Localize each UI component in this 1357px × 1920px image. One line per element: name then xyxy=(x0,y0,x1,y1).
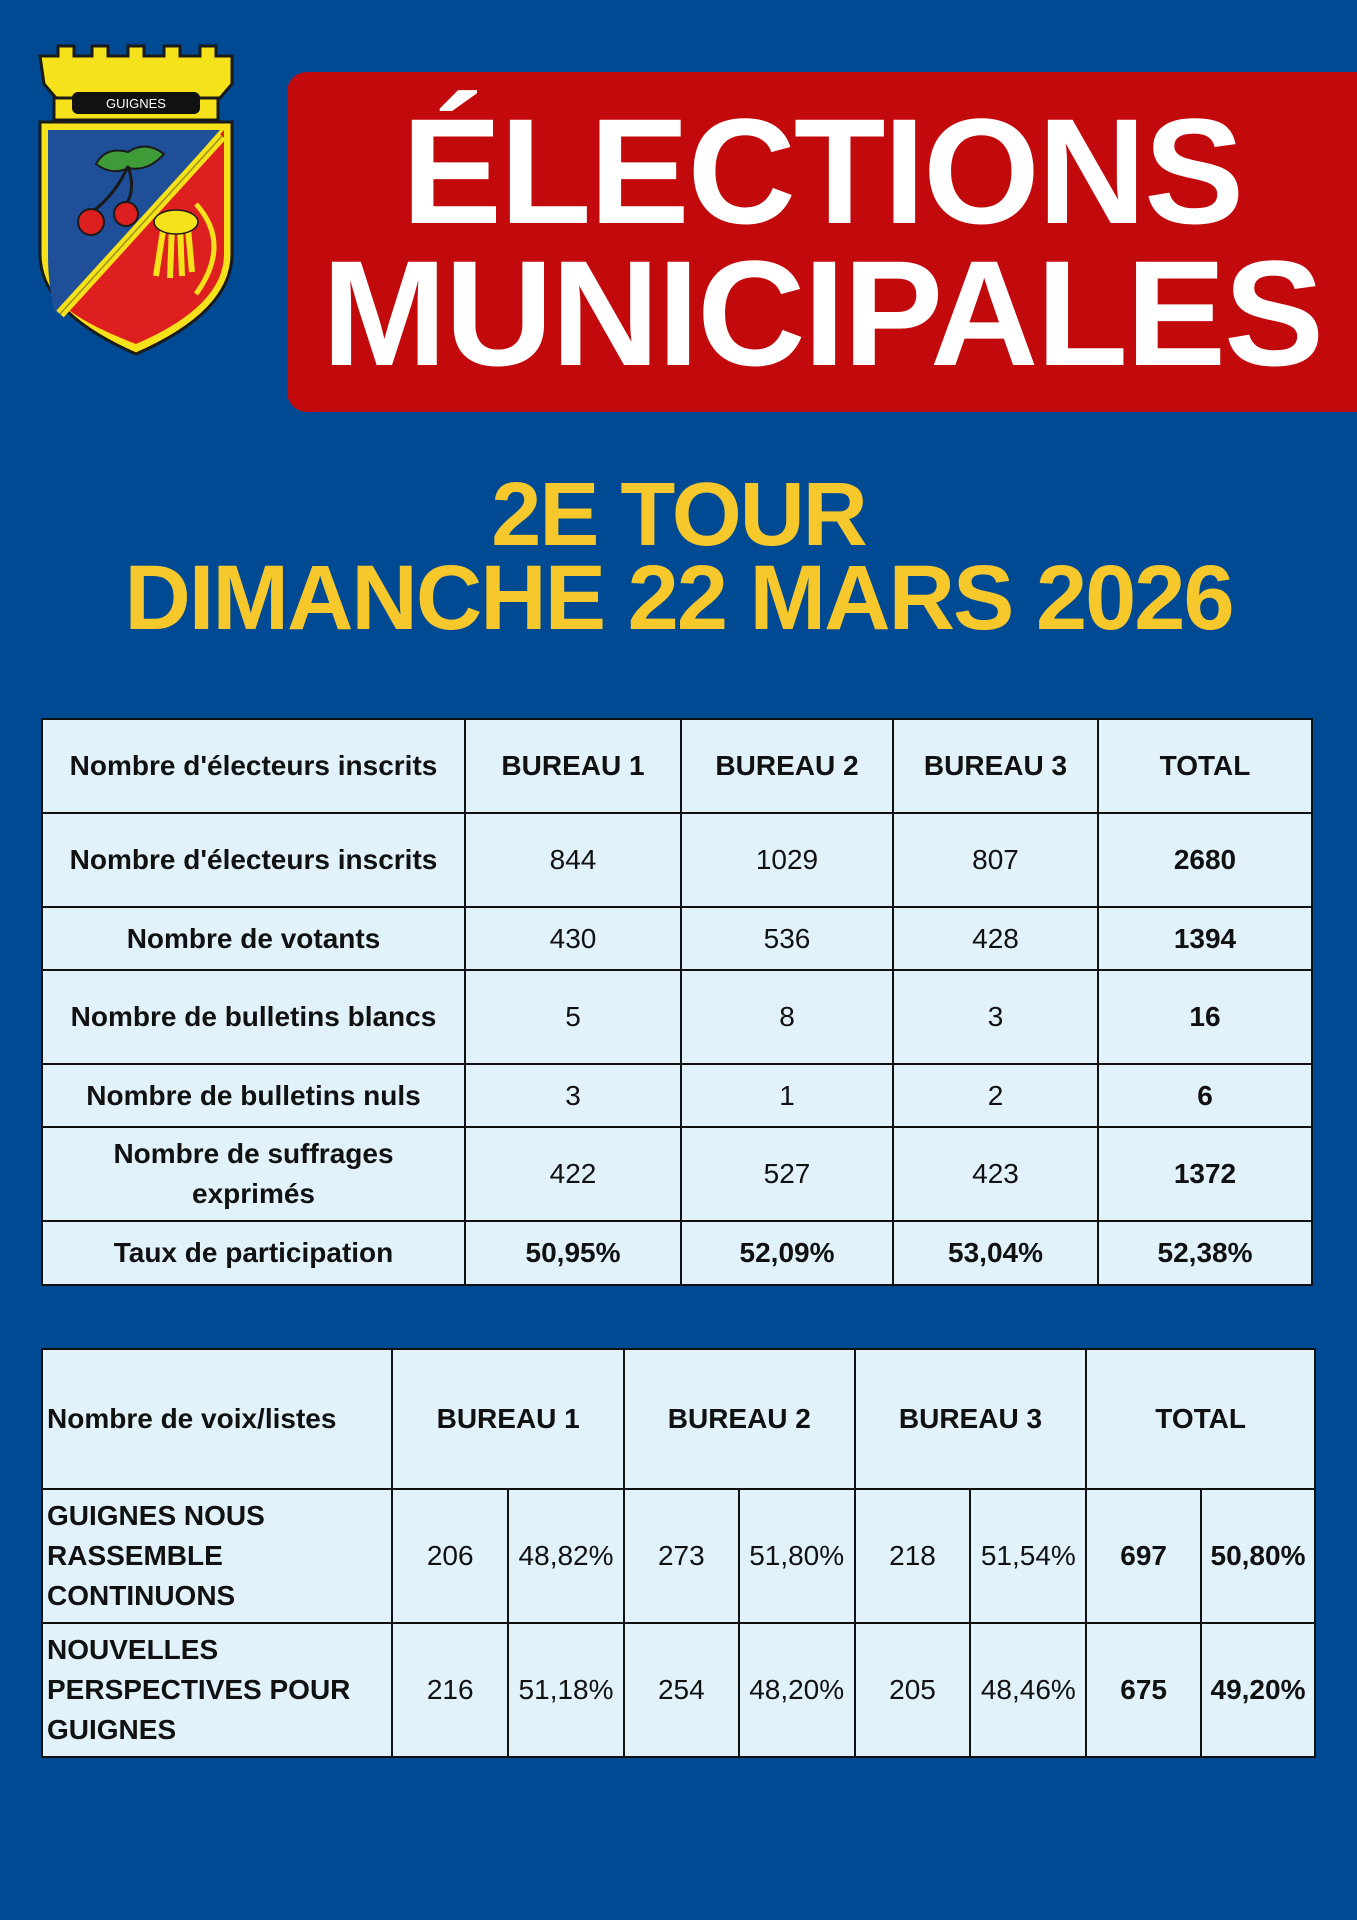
table-row xyxy=(42,1127,1312,1221)
value-cell: 423 xyxy=(893,1127,1098,1221)
value-cell: 53,04% xyxy=(893,1221,1098,1285)
value-cell: 536 xyxy=(681,907,893,970)
title-line-1: ÉLECTIONS xyxy=(401,87,1243,255)
table-header-row xyxy=(42,1349,1315,1489)
value-cell: 422 xyxy=(465,1127,681,1221)
votes-count-cell: 206 xyxy=(392,1489,508,1623)
total-cell: 1372 xyxy=(1098,1127,1312,1221)
value-cell: 1029 xyxy=(681,813,893,907)
header-cell-bureau-2: BUREAU 2 xyxy=(681,719,893,813)
table-header-row xyxy=(42,719,1312,813)
row-label: Taux de participation xyxy=(42,1221,465,1285)
round-subtitle: 2E TOUR xyxy=(491,465,866,565)
votes-count-cell: 254 xyxy=(624,1623,739,1757)
total-votes-cell: 697 xyxy=(1086,1489,1201,1623)
total-cell: 1394 xyxy=(1098,907,1312,970)
value-cell: 1 xyxy=(681,1064,893,1127)
row-label: Nombre de bulletins blancs xyxy=(42,970,465,1064)
total-percent-cell: 49,20% xyxy=(1201,1623,1315,1757)
table-row xyxy=(42,1623,1315,1757)
total-cell: 52,38% xyxy=(1098,1221,1312,1285)
list-name: NOUVELLES PERSPECTIVES POUR GUIGNES xyxy=(42,1623,392,1757)
table-row xyxy=(42,970,1312,1064)
total-percent-cell: 50,80% xyxy=(1201,1489,1315,1623)
value-cell: 2 xyxy=(893,1064,1098,1127)
votes-percent-cell: 51,18% xyxy=(508,1623,624,1757)
votes-count-cell: 218 xyxy=(855,1489,971,1623)
votes-count-cell: 273 xyxy=(624,1489,739,1623)
row-label: Nombre d'électeurs inscrits xyxy=(42,813,465,907)
header-cell-label: Nombre de voix/listes xyxy=(42,1349,392,1489)
total-cell: 6 xyxy=(1098,1064,1312,1127)
table-row xyxy=(42,1221,1312,1285)
value-cell: 52,09% xyxy=(681,1221,893,1285)
header-cell-total: TOTAL xyxy=(1098,719,1312,813)
votes-count-cell: 205 xyxy=(855,1623,971,1757)
list-name: GUIGNES NOUS RASSEMBLE CONTINUONS xyxy=(42,1489,392,1623)
votes-percent-cell: 51,54% xyxy=(970,1489,1086,1623)
participation-table xyxy=(41,718,1313,1286)
header-cell-label: Nombre d'électeurs inscrits xyxy=(42,719,465,813)
votes-count-cell: 216 xyxy=(392,1623,508,1757)
table-row xyxy=(42,813,1312,907)
header-cell-bureau-2: BUREAU 2 xyxy=(624,1349,855,1489)
votes-percent-cell: 48,46% xyxy=(970,1623,1086,1757)
value-cell: 807 xyxy=(893,813,1098,907)
table-row xyxy=(42,1064,1312,1127)
value-cell: 3 xyxy=(465,1064,681,1127)
votes-table xyxy=(41,1348,1316,1758)
row-label: Nombre de votants xyxy=(42,907,465,970)
value-cell: 5 xyxy=(465,970,681,1064)
header-cell-bureau-3: BUREAU 3 xyxy=(855,1349,1087,1489)
table-row xyxy=(42,907,1312,970)
title-line-2: MUNICIPALES xyxy=(321,229,1323,397)
value-cell: 844 xyxy=(465,813,681,907)
header-cell-bureau-1: BUREAU 1 xyxy=(465,719,681,813)
value-cell: 3 xyxy=(893,970,1098,1064)
votes-percent-cell: 48,82% xyxy=(508,1489,624,1623)
total-cell: 16 xyxy=(1098,970,1312,1064)
value-cell: 527 xyxy=(681,1127,893,1221)
row-label: Nombre de bulletins nuls xyxy=(42,1064,465,1127)
value-cell: 430 xyxy=(465,907,681,970)
votes-percent-cell: 51,80% xyxy=(739,1489,855,1623)
title-banner xyxy=(287,72,1357,412)
header-cell-bureau-3: BUREAU 3 xyxy=(893,719,1098,813)
value-cell: 50,95% xyxy=(465,1221,681,1285)
value-cell: 428 xyxy=(893,907,1098,970)
votes-percent-cell: 48,20% xyxy=(739,1623,855,1757)
total-cell: 2680 xyxy=(1098,813,1312,907)
guignes-coat-of-arms-logo xyxy=(36,44,236,360)
row-label: Nombre de suffrages exprimés xyxy=(42,1127,465,1221)
header-cell-bureau-1: BUREAU 1 xyxy=(392,1349,624,1489)
header-cell-total: TOTAL xyxy=(1086,1349,1315,1489)
date-subtitle: DIMANCHE 22 MARS 2026 xyxy=(124,547,1233,649)
table-row xyxy=(42,1489,1315,1623)
value-cell: 8 xyxy=(681,970,893,1064)
crest-town-label: GUIGNES xyxy=(106,96,166,111)
total-votes-cell: 675 xyxy=(1086,1623,1201,1757)
